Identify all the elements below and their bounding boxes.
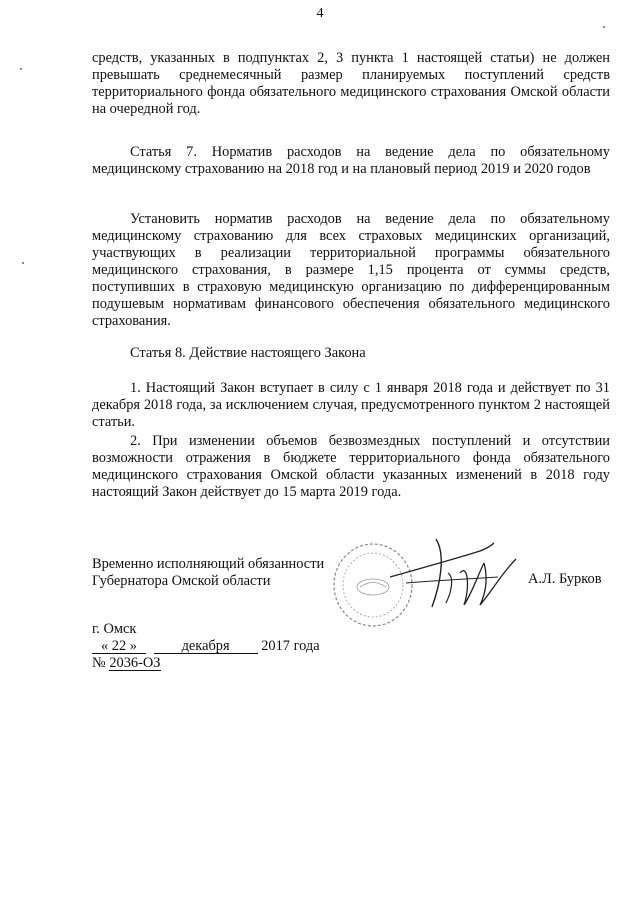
scan-speck: [20, 68, 22, 70]
article-8-paragraph-1: 1. Настоящий Закон вступает в силу с 1 января 2018 года и действует по 31 декабря 2018 года, за исключением случая, предусмотренного пунктом 2 настоящей статьи.: [92, 380, 610, 430]
number-sign: №: [92, 655, 106, 671]
city: г. Омск: [92, 621, 137, 637]
signatory-title-line-2: Губернатора Омской области: [92, 573, 271, 589]
signatory-title-line-1: Временно исполняющий обязанности: [92, 556, 325, 572]
page-number: 4: [316, 6, 324, 21]
intro-paragraph: средств, указанных в подпунктах 2, 3 пункта 1 настоящей статьи) не должен превышать среднемесячный размер планируемых поступлений средств территориального фонда обязательного медицинского страхования Омской области на очередной год.: [92, 50, 610, 117]
law-number: 2036-ОЗ: [109, 655, 161, 671]
article-8-heading: Статья 8. Действие настоящего Закона: [130, 345, 366, 361]
article-7-heading: Статья 7. Норматив расходов на ведение дела по обязательному медицинскому страхованию на 2018 год и на плановый период 2019 и 2020 годов: [92, 144, 610, 177]
date-day: 22: [111, 638, 127, 654]
article-7-body: Установить норматив расходов на ведение дела по обязательному медицинскому страхованию для всех страховых медицинских организаций, участвующих в реализации территориальной программы обязательного медицинского страхования, в размере 1,15 процента от суммы средств, поступивших в страховую медицинскую организацию по дифференцированным подушевым нормативам финансового обеспечения обязательного медицинского страхования.: [92, 211, 610, 329]
handwritten-signature: [388, 533, 523, 613]
quote-close: »: [129, 638, 137, 654]
signer-name: А.Л. Бурков: [528, 571, 602, 587]
quote-open: «: [100, 638, 109, 654]
date-day-field: [92, 639, 146, 654]
signatory-title: [92, 556, 324, 590]
date-year: 2017 года: [261, 638, 320, 654]
date-month: декабря: [181, 638, 230, 654]
scan-speck: [22, 262, 24, 264]
law-number-line: [92, 655, 320, 672]
article-8-paragraph-2: 2. При изменении объемов безвозмездных поступлений и отсутствии возможности отражения в бюджете территориального фонда обязательного медицинского страхования Омской области указанных изменений в 2018 году настоящий Закон действует до 15 марта 2019 года.: [92, 433, 610, 500]
date-month-field: [154, 639, 258, 654]
date-line: [92, 638, 320, 655]
place-date-block: [92, 621, 320, 672]
scan-speck: [603, 26, 605, 28]
